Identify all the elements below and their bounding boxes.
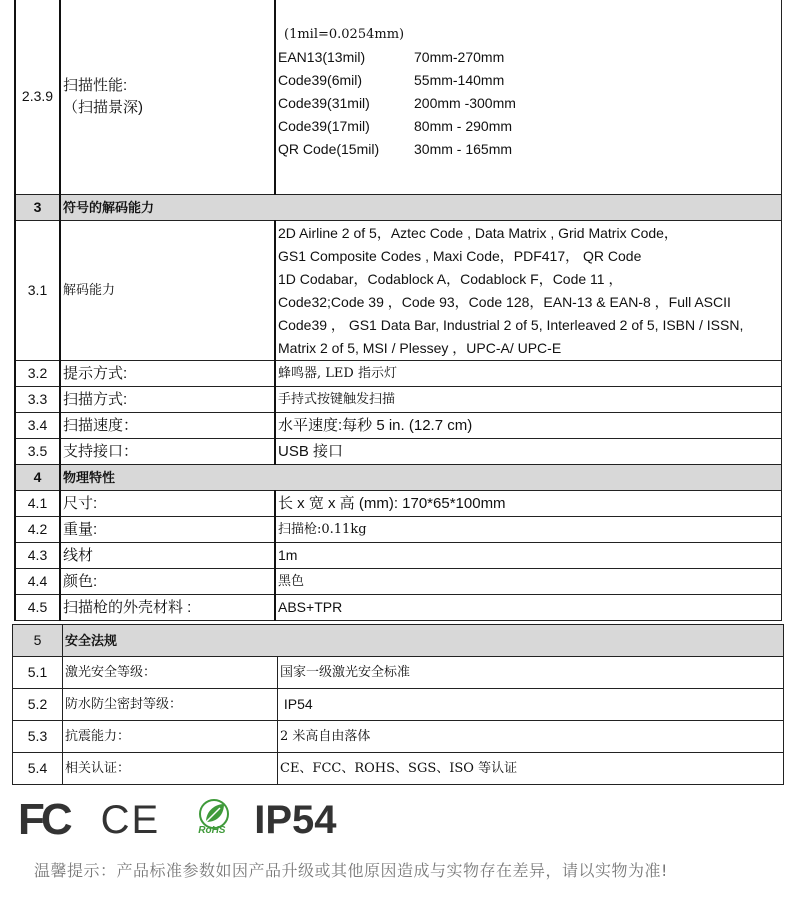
section-number: 5 [13,625,63,657]
row-3-3 [15,387,781,413]
spec-range: 30mm - 165mm [414,141,513,157]
row-3-1 [15,221,781,361]
spec-code: Code39(6mil) [278,72,363,88]
row-number: 3.5 [15,439,60,465]
rohs-text: RoHS [198,825,226,836]
row-number: 3.3 [15,387,60,413]
decode-line: GS1 Composite Codes , Maxi Code，PDF417， QR Code [278,247,642,264]
row-3-5 [15,439,781,465]
spec-code: QR Code(15mil) [278,141,380,157]
row-label: 激光安全等级： [63,657,278,689]
ip54-logo: IP54 [254,797,337,842]
row-number: 4.2 [15,517,60,543]
decode-line: Matrix 2 of 5, MSI / Plessey ，UPC-A/ UPC-E [278,339,562,356]
row-value: 扫描枪:0.11kg [275,517,781,543]
row-value: 手持式按键触发扫描 [275,387,781,413]
row-4-3 [15,543,781,569]
row-value: ABS+TPR [275,595,781,621]
rohs-logo [194,798,234,842]
row-label: 提示方式: [60,361,275,387]
row-label: 相关认证： [63,753,278,785]
row-label [60,0,275,195]
decode-line: 2D Airline 2 of 5，Aztec Code , Data Matrix , Grid Matrix Code， [278,224,678,241]
row-number: 3.4 [15,413,60,439]
row-number: 5.2 [13,689,63,721]
ce-logo: CE [100,797,161,842]
scan-depth-values [275,0,781,195]
row-label: 重量: [60,517,275,543]
decode-line: Code39 ， GS1 Data Bar, Industrial 2 of 5, Interleaved 2 of 5, ISBN / ISSN, [278,316,744,333]
row-value: 1m [275,543,781,569]
label-line: 扫描性能: [63,76,128,94]
spec-line [278,69,781,92]
unit-note: (1mil=0.0254mm) [284,27,405,42]
footer-disclaimer: 温馨提示：产品标准参数如因产品升级或其他原因造成与实物存在差异，请以实物为准! [34,861,668,880]
row-value: 水平速度:每秒 5 in. (12.7 cm) [275,413,781,439]
spec-range: 200mm -300mm [414,95,516,111]
row-number: 3.2 [15,361,60,387]
spec-code: EAN13(13mil) [278,49,366,65]
row-label: 扫描方式: [60,387,275,413]
row-number: 2.3.9 [15,0,60,195]
row-number: 5.3 [13,721,63,753]
spec-code: Code39(17mil) [278,118,370,134]
row-value: 2 米高自由落体 [278,721,784,753]
spec-line [278,115,781,138]
row-label: 解码能力 [60,221,275,361]
spec-line [278,92,781,115]
section-title: 物理特性 [60,465,781,491]
row-3-4 [15,413,781,439]
label-line: （扫描景深) [63,98,143,116]
row-number: 5.4 [13,753,63,785]
row-number: 3.1 [15,221,60,361]
row-4-2 [15,517,781,543]
row-label: 线材 [60,543,275,569]
spec-table-safety [12,624,784,785]
spec-range: 80mm - 290mm [414,118,513,134]
decode-line: Code32;Code 39 ，Code 93，Code 128，EAN-13 & EAN-8 ，Full ASCII [278,293,731,310]
fcc-logo: FC [18,795,69,844]
row-value: 长 x 宽 x 高 (mm): 170*65*100mm [275,491,781,517]
row-4-5 [15,595,781,621]
row-3-2 [15,361,781,387]
row-5-4 [13,753,784,785]
row-label: 防水防尘密封等级： [63,689,278,721]
row-value: 蜂鸣器, LED 指示灯 [275,361,781,387]
row-number: 4.4 [15,569,60,595]
certification-logos [18,795,337,845]
section-title: 符号的解码能力 [60,195,781,221]
row-label: 抗震能力： [63,721,278,753]
row-label: 尺寸: [60,491,275,517]
row-4-4 [15,569,781,595]
row-5-3 [13,721,784,753]
section-number: 3 [15,195,60,221]
spec-code: Code39(31mil) [278,95,370,111]
section-header-3 [15,195,781,221]
section-header-4 [15,465,781,491]
row-2-3-9 [15,0,781,195]
spec-line [278,46,781,69]
row-label: 扫描枪的外壳材料 : [60,595,275,621]
row-label: 扫描速度： [60,413,275,439]
row-5-2 [13,689,784,721]
row-number: 5.1 [13,657,63,689]
spec-range: 70mm-270mm [414,49,505,65]
section-number: 4 [15,465,60,491]
spec-range: 55mm-140mm [414,72,505,88]
row-number: 4.1 [15,491,60,517]
row-value: CE、FCC、ROHS、SGS、ISO 等认证 [278,753,784,785]
decode-capability-list [275,221,781,361]
row-value: IP54 [278,689,784,721]
row-5-1 [13,657,784,689]
row-4-1 [15,491,781,517]
row-number: 4.5 [15,595,60,621]
section-title: 安全法规 [63,625,784,657]
row-value: 国家一级激光安全标准 [278,657,784,689]
row-number: 4.3 [15,543,60,569]
row-value: USB 接口 [275,439,781,465]
row-label: 支持接口： [60,439,275,465]
spec-table-upper [14,0,782,621]
section-header-5 [13,625,784,657]
spec-line [278,138,781,161]
decode-line: 1D Codabar，Codablock A，Codablock F，Code 11 ， [278,270,623,287]
row-value: 黑色 [275,569,781,595]
row-label: 颜色: [60,569,275,595]
